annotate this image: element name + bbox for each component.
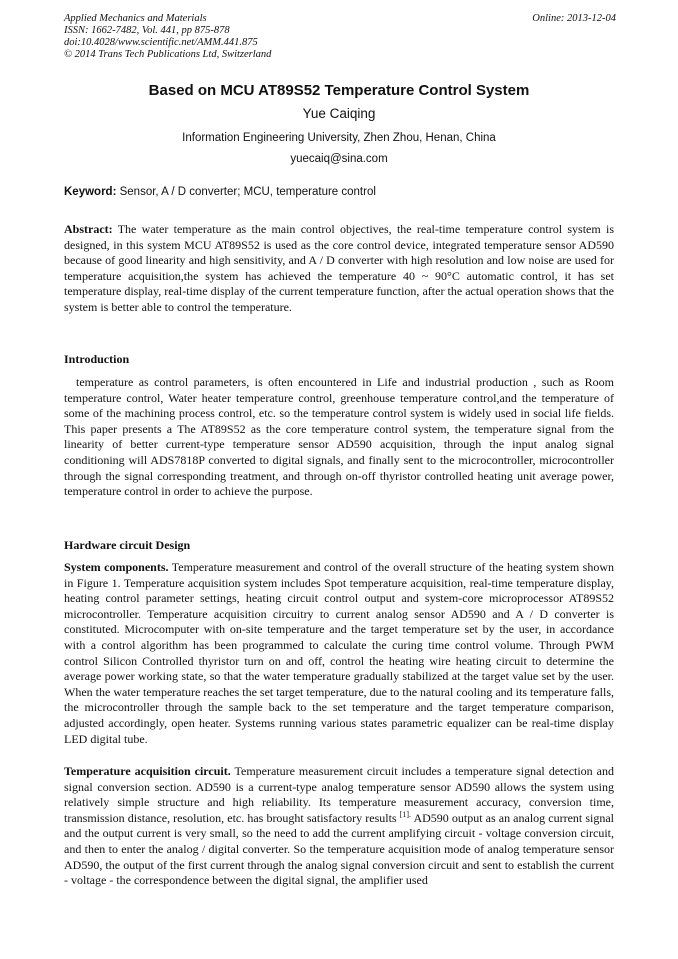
citation-ref: [1]. — [399, 809, 412, 819]
introduction-paragraph: temperature as control parameters, is often encountered in Life and industrial production , such as Room temperature control, Water heater temperature control, greenhouse temperature control,and the temperature of some of the machining process control, etc. so the temperature control system is widely used in social life fields. This paper presents a The AT89S52 as the core temperature control system, the temperature signal from the linearity of better current-type temperature sensor AD590 acquisition, through the input analog signal conditioning will ADS7818P converted to digital signals, and finally sent to the microcontroller, microcontroller through the signal corresponding treatment, and through on-off thyristor controlled heating unit average power, temperature control in order to achieve the purpose. — [64, 375, 614, 499]
keywords — [64, 186, 616, 198]
copyright-line: © 2014 Trans Tech Publications Ltd, Switzerland — [64, 49, 272, 60]
journal-header — [64, 13, 616, 61]
issn-line: ISSN: 1662-7482, Vol. 441, pp 875-878 — [64, 25, 230, 36]
journal-name: Applied Mechanics and Materials — [64, 13, 207, 24]
temperature-acquisition-text-b: AD590 output as an analog current signal and the output current is very small, so the need to add the current amplifying circuit - voltage conversion circuit, and then to enter the analog / digital converter. So the temperature acquisition mode of analog temperature sensor AD590, the output of the first current through the analog signal conversion circuit and sent to establish the current - voltage - the correspondence between the digital signal, the amplifier used — [64, 810, 614, 888]
affiliation: Information Engineering University, Zhen Zhou, Henan, China — [182, 132, 496, 144]
system-components-text: Temperature measurement and control of the overall structure of the heating system shown in Figure 1. Temperature acquisition system includes Spot temperature acquisition, real-time temperature display, heating control parameter settings, heating circuit control output and system-core microprocessor AT89S52 microcontroller. Temperature acquisition circuitry to current analog sensor AD590 and A / D converter is constituted. Microcomputer with on-site temperature and the target temperature set by the user, in accordance with a control algorithm has been programmed to calculate the curing time control volume. Through PWM control Silicon Controlled thyristor turn on and off, control the heating wire heating circuit to determine the average power working state, so that the water temperature gradually stabilized at the target value set by the user. When the water temperature reaches the set target temperature, due to the natural cooling and its temperature falls, the microcontroller through the sample back to the set temperature and the target temperature comparison, adjusted accordingly, open heater. Systems running various states parametric equalizer can be real-time display LED digital tube. — [64, 560, 615, 746]
paper-title: Based on MCU AT89S52 Temperature Control System — [148, 82, 530, 99]
temperature-acquisition-text-a: Temperature measurement circuit includes a temperature signal detection and signal conversion section. AD590 is a current-type analog temperature sensor AD590 allows the system using relatively simple structure and high reliability. Its temperature measurement accuracy, conversion time, transmission distance, resolution, etc. has brought satisfactory results — [64, 764, 614, 825]
introduction-heading: Introduction — [64, 352, 130, 366]
keywords-label: Keyword: — [64, 186, 117, 198]
temperature-acquisition-paragraph — [64, 764, 614, 889]
abstract-text: The water temperature as the main control objectives, the real-time temperature control system is designed, in this system MCU AT89S52 is used as the core control device, integrated temperature sensor AD590 because of good linearity and high sensitivity, and A / D converter with high resolution and low noise are used for temperature acquisition,the system has achieved the temperature 40 ~ 90°C automatic control, it has set temperature display, real-time display of the current temperature function, after the actual operation shows that the system is better able to control the temperature. — [64, 222, 614, 314]
author-email: yuecaiq@sina.com — [290, 153, 388, 165]
keywords-text: Sensor, A / D converter; MCU, temperature control — [116, 186, 376, 198]
system-components-paragraph — [64, 560, 614, 747]
abstract-label: Abstract: — [64, 222, 113, 236]
hardware-heading: Hardware circuit Design — [64, 538, 191, 552]
system-components-label: System components. — [64, 560, 169, 574]
abstract — [64, 222, 614, 316]
author-name: Yue Caiqing — [302, 106, 376, 121]
doi-line: doi:10.4028/www.scientific.net/AMM.441.875 — [64, 37, 258, 48]
online-date: Online: 2013-12-04 — [532, 13, 616, 24]
temperature-acquisition-label: Temperature acquisition circuit. — [64, 764, 231, 778]
